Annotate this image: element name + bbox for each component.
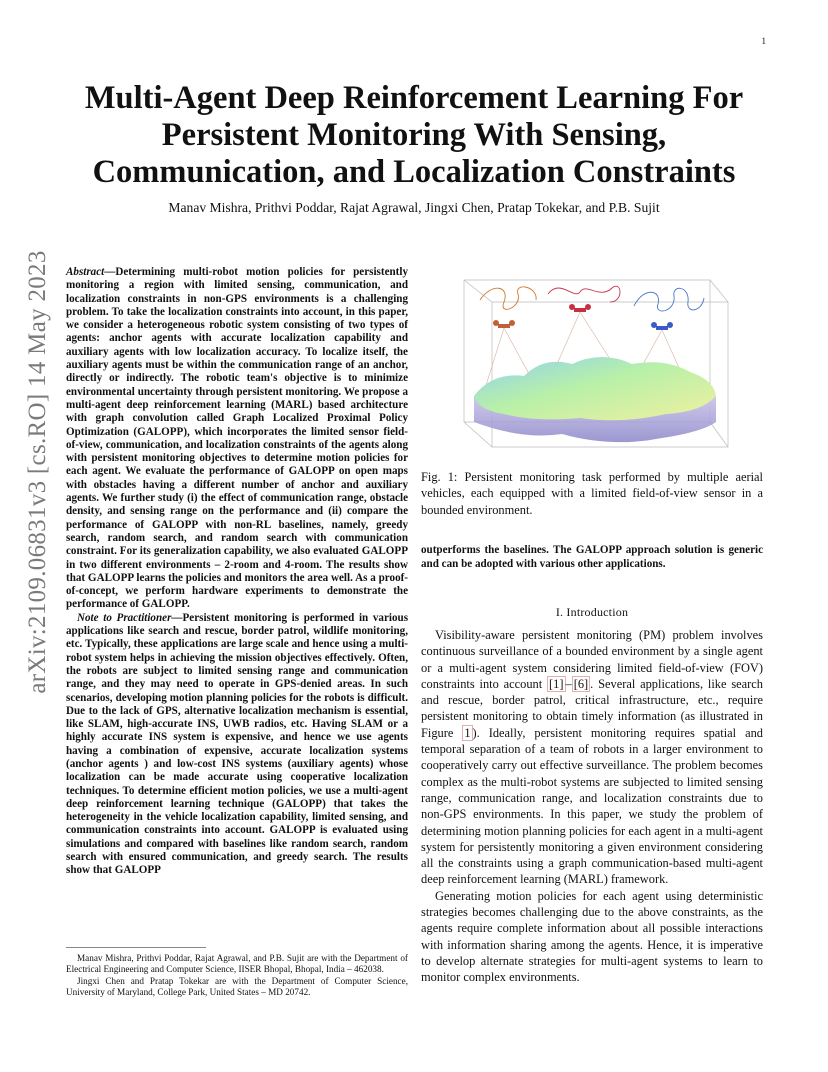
intro-text: . Several applications, like search and rescue, border patrol, critical infrastructure, etc., require persistent monitoring to obtain timely information (as illustrated in Figure [421,676,763,740]
intro-text: ). Ideally, persistent monitoring requires spatial and temporal separation of a team of robots in a larger environment to cooperatively carry out effective surveillance. The problem becomes complex as the multi-robot systems are subjected to limited sensing range, communication range, and localization constraints due to non-GPS environments. In this paper, we study the problem of determining motion planning policies for each agent in a multi-agent system for persistently monitoring a given environment considering all the constraints using a graph communication-based multi-agent deep reinforcement learning (MARL) framework. [421,725,763,887]
drone-orange-icon [493,320,515,328]
note-continued: outperforms the baselines. The GALOPP approach solution is generic and can be adopted with various other applications. [421,544,763,570]
section-heading: I. Introduction [555,605,629,619]
figure-1-illustration [452,272,736,462]
figure-caption: Fig. 1: Persistent monitoring task performed by multiple aerial vehicles, each equipped with a limited field-of-view sensor in a bounded environment. [421,470,763,517]
intro-paragraph-1 [421,627,763,888]
agent-trajectories [480,286,704,311]
footnote-affiliation-2: Jingxi Chen and Pratap Tokekar are with the Department of Computer Science, University of Maryland, College Park, United States – MD 20742. [66,975,408,998]
citation-link[interactable]: [1] [549,676,564,691]
introduction-body [421,627,763,986]
note-to-practitioner [66,612,408,878]
author-list: Manav Mishra, Prithvi Poddar, Rajat Agrawal, Jingxi Chen, Pratap Tokekar, and P.B. Sujit [168,200,660,215]
figure-link[interactable]: 1 [464,725,471,740]
terrain-surface [474,357,716,420]
paper-title: Multi-Agent Deep Reinforcement Learning For Persistent Monitoring With Sensing, Communication, and Localization Constraints [84,80,744,190]
footnote-rule [66,947,206,948]
citation-link[interactable]: [6] [573,676,589,691]
intro-text: Visibility-aware persistent monitoring (PM) problem involves continuous surveillance of a bounded environment by a single agent or a multi-agent system considering limited field-of-view (FOV) constraints into account [421,628,763,691]
page-number: 1 [761,36,766,46]
abstract-text: —Determining multi-robot motion policies for persistently monitoring a region with limited sensing, communication, and localization constraints in non-GPS environments is a challenging problem. To take the localization constraints into account, in this paper, we consider a heterogeneous robotic system consisting of two types of agents: anchor agents with accurate localization capability and auxiliary agents with low localization accuracy. To localize itself, the auxiliary agents must be within the communication range of an anchor, directly or indirectly. The robotic team's objective is to minimize environmental uncertainty through persistent monitoring. We propose a multi-agent deep reinforcement learning (MARL) based architecture with graph convolution called Graph Localized Proximal Policy Optimization (GALOPP), which incorporates the limited sensor field-of-view, communication, and localization constraints of the agents along with persistent monitoring objectives to determine motion policies for each agent. We evaluate the performance of GALOPP on open maps with obstacles having a different number of anchor and auxiliary agents. We further study (i) the effect of communication range, obstacle density, and sensing range on the performance and (ii) compare the performance of GALOPP with non-RL baselines, namely, greedy search, random search, and random search with communication constraint. For its generalization capability, we also evaluated GALOPP in two different environments – 2-room and 4-room. The results show that GALOPP learns the policies and monitors the area well. As a proof-of-concept, we perform hardware experiments to demonstrate the performance of GALOPP. [66,266,408,611]
arxiv-stamp-text: arXiv:2109.06831v3 [cs.RO] 14 May 2023 [24,250,51,694]
intro-paragraph-2: Generating motion policies for each agent using deterministic strategies becomes challenging due to the above constraints, as the agents require complete information about all possible interactions with information sharing among the agents. Hence, it is imperative to develop alternate strategies for multi-agent systems to learn to monitor complex environments. [421,888,763,985]
left-column [66,266,408,878]
footnotes [66,953,408,999]
footnote-affiliation-1: Manav Mishra, Prithvi Poddar, Rajat Agrawal, and P.B. Sujit are with the Department of Electrical Engineering and Computer Science, IISER Bhopal, Bhopal, India – 462038. [66,953,408,975]
arxiv-stamp [18,250,58,694]
citation-dash: – [565,676,572,691]
drone-blue-icon [651,322,673,330]
abstract [66,266,408,612]
note-lead: Note to Practitioner [77,611,172,624]
drone-red-icon [569,304,591,312]
note-text: —Persistent monitoring is performed in various applications like search and rescue, border patrol, wildlife monitoring, etc. Typically, these applications are large scale and hence using a multi-robot system helps in achieving the mission objectives effectively. Often, the robots are subject to limited sensing range and communication range, and they may need to operate in GPS-denied areas. In such scenarios, developing motion planning policies for the robots is difficult. Due to the lack of GPS, alternative localization mechanism is essential, like SLAM, high-accurate INS, UWB radios, etc. Having SLAM or a highly accurate INS system is expensive, and hence we use agents having a combination of expensive, accurate localization systems (anchor agents ) and low-cost INS systems (auxiliary agents) whose localization can be made accurate using cooperative localization techniques. To determine efficient motion policies, we use a multi-agent deep reinforcement learning technique (GALOPP) that takes the heterogeneity in the vehicle localization capability, limited sensing, and communication constraints into account. GALOPP is evaluated using simulations and compared with baselines like random search, random search with ensured communication, and greedy search. The results show that GALOPP [66,611,409,877]
abstract-lead: Abstract [66,266,105,278]
